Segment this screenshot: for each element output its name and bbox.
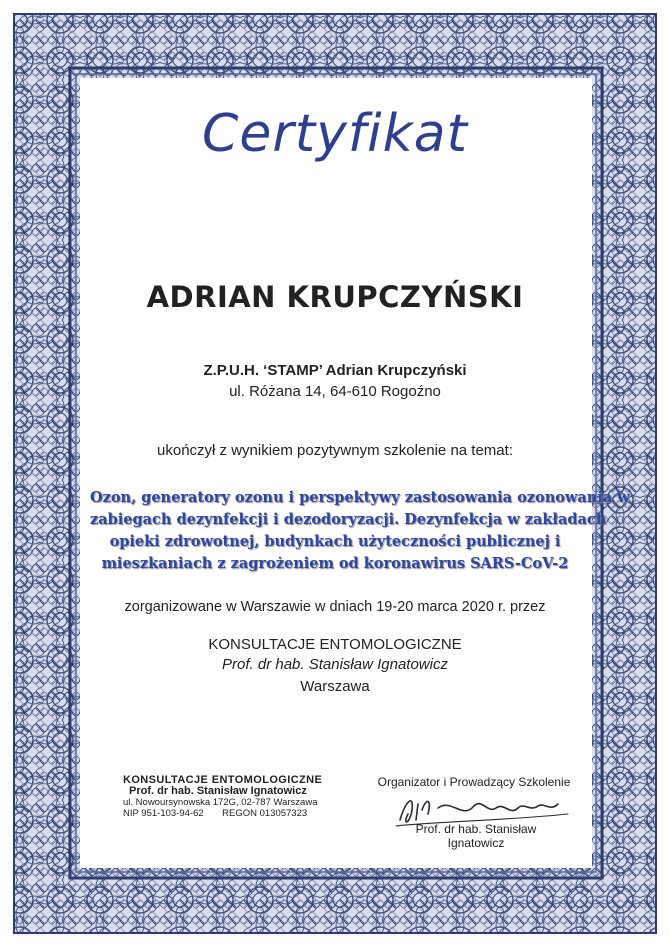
signature-block: [374, 775, 574, 789]
certificate-title: Certyfikat: [202, 104, 468, 164]
organizer-name: KONSULTACJE ENTOMOLOGICZNE: [208, 636, 462, 653]
signature-name: Prof. dr hab. Stanisław Ignatowicz: [415, 822, 537, 850]
training-topic-line: mieszkaniach z zagrożeniem od koronawirus SARS-CoV-2: [101, 555, 569, 572]
recipient-address: ul. Różana 14, 64-610 Rogoźno: [229, 383, 441, 400]
certificate-body: [80, 78, 630, 868]
signature-role: Organizator i Prowadzący Szkolenie: [377, 775, 571, 789]
training-topic: [90, 487, 630, 575]
stamp-line-company: KONSULTACJE ENTOMOLOGICZNE: [123, 774, 323, 786]
recipient-name: ADRIAN KRUPCZYŃSKI: [146, 280, 524, 314]
training-topic-line: zabiegach dezynfekcji i dezodoryzacji. Dezynfekcja w zakładach: [90, 511, 607, 528]
organized-statement: zorganizowane w Warszawie w dniach 19-20 marca 2020 r. przez: [124, 599, 546, 615]
stamp-nip: NIP 951-103-94-62: [123, 808, 204, 819]
completion-statement: ukończył z wynikiem pozytywnym szkolenie na temat:: [157, 442, 513, 459]
stamp-regon: REGON 013057323: [222, 808, 308, 819]
stamp-line-address: ul. Nowoursynowska 172G, 02-787 Warszawa: [123, 797, 318, 808]
recipient-company: Z.P.U.H. ‘STAMP’ Adrian Krupczyński: [203, 362, 467, 379]
stamp-line-person: Prof. dr hab. Stanisław Ignatowicz: [129, 785, 307, 797]
training-topic-line: Ozon, generatory ozonu i perspektywy zastosowania ozonowania w: [90, 489, 630, 506]
stamp-line-ids: [123, 808, 323, 819]
organizer-person: Prof. dr hab. Stanisław Ignatowicz: [222, 656, 448, 673]
organizer-city: Warszawa: [300, 678, 370, 695]
training-topic-line: opieki zdrowotnej, budynkach użyteczności publicznej i: [109, 533, 561, 550]
company-stamp: [123, 775, 323, 819]
